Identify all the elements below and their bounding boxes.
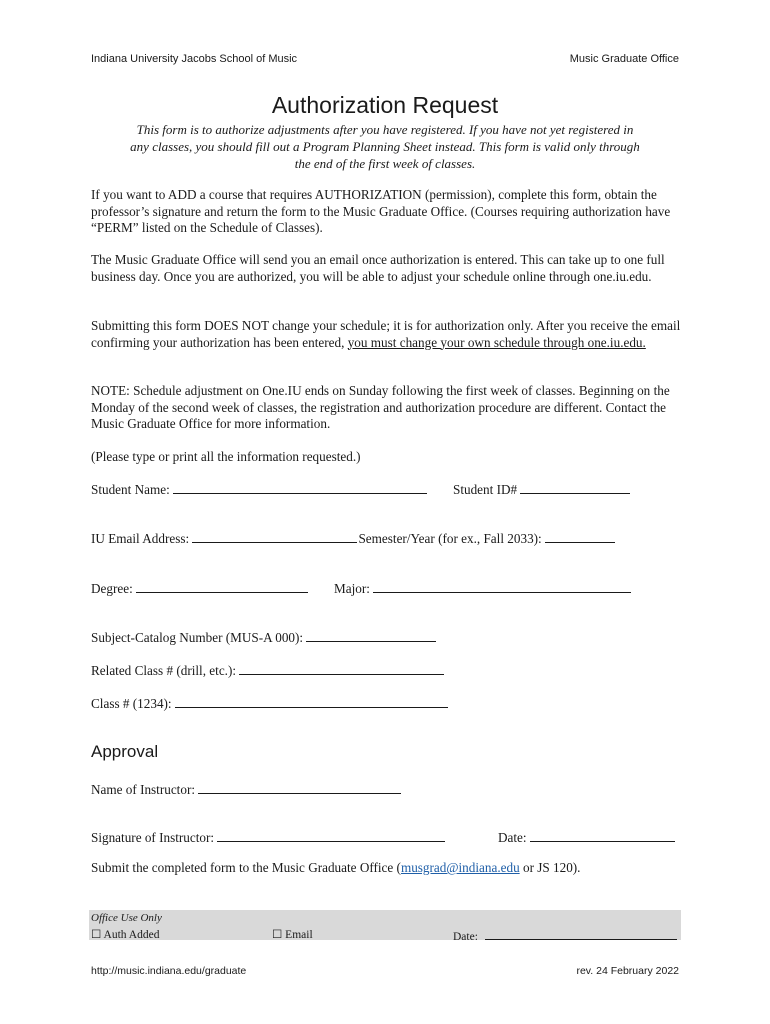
office-date-field[interactable] — [485, 927, 677, 940]
subtitle: This form is to authorize adjustments after you have registered. If you have not yet registered in any classes, you should fill out a Program Planning Sheet instead. This form is valid only through the end of the first week of classes. — [130, 122, 640, 171]
submit-text-end: or JS 120). — [519, 860, 581, 875]
email-checkbox[interactable]: ☐ Email — [272, 929, 313, 941]
student-name-label: Student Name: — [91, 482, 170, 497]
header-school: Indiana University Jacobs School of Music — [91, 53, 298, 65]
iu-email-field[interactable] — [192, 530, 357, 543]
paragraph-note: NOTE: Schedule adjustment on One.IU ends on Sunday following the first week of classes. Beginning on the Monday of the second week of classes, the registration and authorization procedure are different. Contact the Music Graduate Office for more information. — [91, 383, 670, 431]
office-date-label: Date: — [453, 931, 478, 943]
major-label: Major: — [334, 581, 370, 596]
class-number-row — [91, 695, 448, 712]
approval-date-row — [498, 829, 675, 846]
student-name-field[interactable] — [173, 481, 427, 494]
student-id-field[interactable] — [520, 481, 630, 494]
instructor-signature-row — [91, 829, 445, 846]
class-number-field[interactable] — [175, 695, 448, 708]
paragraph-email-notice: The Music Graduate Office will send you an email once authorization is entered. This can take up to one full business day. Once you are authorized, you will be able to adjust your schedule online through one.iu.edu. — [91, 252, 665, 284]
related-class-label: Related Class # (drill, etc.): — [91, 663, 237, 678]
semester-field[interactable] — [545, 530, 615, 543]
email-link[interactable]: musgrad@indiana.edu — [400, 860, 520, 875]
instructor-signature-label: Signature of Instructor: — [91, 830, 215, 845]
subject-catalog-field[interactable] — [306, 629, 436, 642]
student-id-label: Student ID# — [453, 482, 518, 497]
iu-email-label: IU Email Address: — [91, 531, 190, 546]
schedule-change-underlined: you must change your own schedule through one.iu.edu. — [347, 334, 646, 350]
subject-catalog-row — [91, 629, 436, 646]
student-name-row — [91, 481, 427, 498]
schedule-change-text: Submitting this form DOES NOT change your schedule; it is for authorization only. After you receive the email confirming your authorization has been entered, — [91, 318, 681, 350]
submit-text: Submit the completed form to the Music Graduate Office ( — [91, 860, 401, 875]
approval-heading: Approval — [91, 742, 159, 761]
instructor-signature-field[interactable] — [217, 829, 445, 842]
related-class-field[interactable] — [239, 662, 444, 675]
office-use-label: Office Use Only — [91, 912, 162, 924]
paragraph-instructions: (Please type or print all the information requested.) — [91, 449, 361, 464]
major-row — [334, 580, 631, 597]
paragraph-schedule-change — [91, 318, 691, 351]
page-title: Authorization Request — [271, 92, 499, 118]
student-id-row — [453, 481, 630, 498]
auth-added-checkbox[interactable]: ☐ Auth Added — [91, 929, 160, 941]
paragraph-add-course: If you want to ADD a course that requires AUTHORIZATION (permission), complete this form, obtain the professor’s signature and return the form to the Music Graduate Office. (Courses requiring authorization have “PERM” listed on the Schedule of Classes). — [91, 187, 671, 235]
approval-date-field[interactable] — [530, 829, 675, 842]
header-office: Music Graduate Office — [569, 53, 679, 65]
submit-line — [91, 860, 580, 876]
email-semester-row — [91, 530, 615, 547]
degree-row — [91, 580, 308, 597]
footer-revision: rev. 24 February 2022 — [576, 965, 679, 977]
approval-date-label: Date: — [498, 830, 527, 845]
semester-label: Semester/Year (for ex., Fall 2033): — [358, 531, 542, 546]
degree-label: Degree: — [91, 581, 133, 596]
instructor-name-field[interactable] — [198, 781, 401, 794]
office-date-row — [453, 927, 677, 943]
instructor-name-row — [91, 781, 401, 798]
related-class-row — [91, 662, 444, 679]
instructor-name-label: Name of Instructor: — [91, 782, 195, 797]
major-field[interactable] — [373, 580, 631, 593]
subject-catalog-label: Subject-Catalog Number (MUS-A 000): — [91, 630, 304, 645]
degree-field[interactable] — [136, 580, 308, 593]
footer-url: http://music.indiana.edu/graduate — [91, 965, 247, 977]
class-number-label: Class # (1234): — [91, 696, 172, 711]
